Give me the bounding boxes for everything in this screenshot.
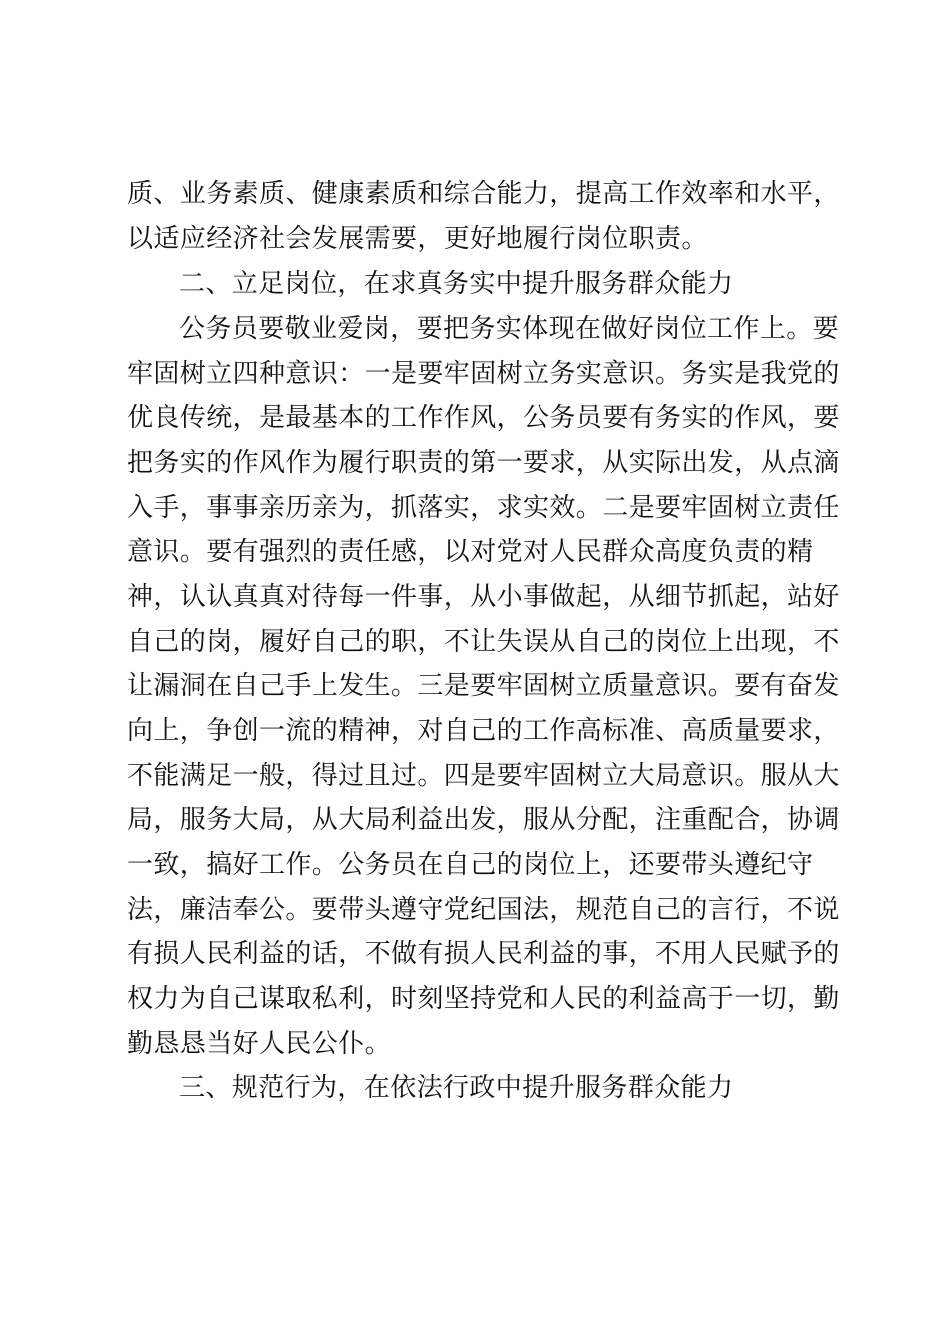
section-heading: 三、规范行为，在依法行政中提升服务群众能力 bbox=[179, 1073, 734, 1103]
paragraph-line: 有损人民利益的话，不做有损人民利益的事，不用人民赋予的 bbox=[127, 939, 840, 969]
paragraph-line: 一致，搞好工作。公务员在自己的岗位上，还要带头遵纪守 bbox=[127, 850, 814, 880]
paragraph-line: 牢固树立四种意识：一是要牢固树立务实意识。务实是我党的 bbox=[127, 359, 840, 389]
paragraph-line: 优良传统，是最基本的工作作风，公务员要有务实的作风，要 bbox=[127, 403, 840, 433]
paragraph-line: 以适应经济社会发展需要，更好地履行岗位职责。 bbox=[127, 224, 708, 254]
paragraph-line: 神，认认真真对待每一件事，从小事做起，从细节抓起，站好 bbox=[127, 582, 840, 612]
paragraph-line: 入手，事事亲历亲为，抓落实，求实效。二是要牢固树立责任 bbox=[127, 493, 840, 523]
paragraph-line: 权力为自己谋取私利，时刻坚持党和人民的利益高于一切，勤 bbox=[127, 984, 840, 1014]
paragraph-line: 局，服务大局，从大局利益出发，服从分配，注重配合，协调 bbox=[127, 805, 840, 835]
paragraph-line: 不能满足一般，得过且过。四是要牢固树立大局意识。服从大 bbox=[127, 761, 840, 791]
paragraph-line: 把务实的作风作为履行职责的第一要求，从实际出发，从点滴 bbox=[127, 448, 840, 478]
paragraph-line: 勤恳恳当好人民公仆。 bbox=[127, 1029, 392, 1059]
section-heading: 二、立足岗位，在求真务实中提升服务群众能力 bbox=[179, 269, 734, 299]
paragraph-line: 向上，争创一流的精神，对自己的工作高标准、高质量要求， bbox=[127, 716, 840, 746]
paragraph-line: 质、业务素质、健康素质和综合能力，提高工作效率和水平， bbox=[127, 179, 840, 209]
paragraph-line: 法，廉洁奉公。要带头遵守党纪国法，规范自己的言行，不说 bbox=[127, 895, 840, 925]
paragraph-line: 公务员要敬业爱岗，要把务实体现在做好岗位工作上。要 bbox=[179, 314, 840, 344]
paragraph-line: 自己的岗，履好自己的职，不让失误从自己的岗位上出现，不 bbox=[127, 627, 840, 657]
paragraph-line: 意识。要有强烈的责任感，以对党对人民群众高度负责的精 bbox=[127, 537, 814, 567]
paragraph-line: 让漏洞在自己手上发生。三是要牢固树立质量意识。要有奋发 bbox=[127, 671, 840, 701]
